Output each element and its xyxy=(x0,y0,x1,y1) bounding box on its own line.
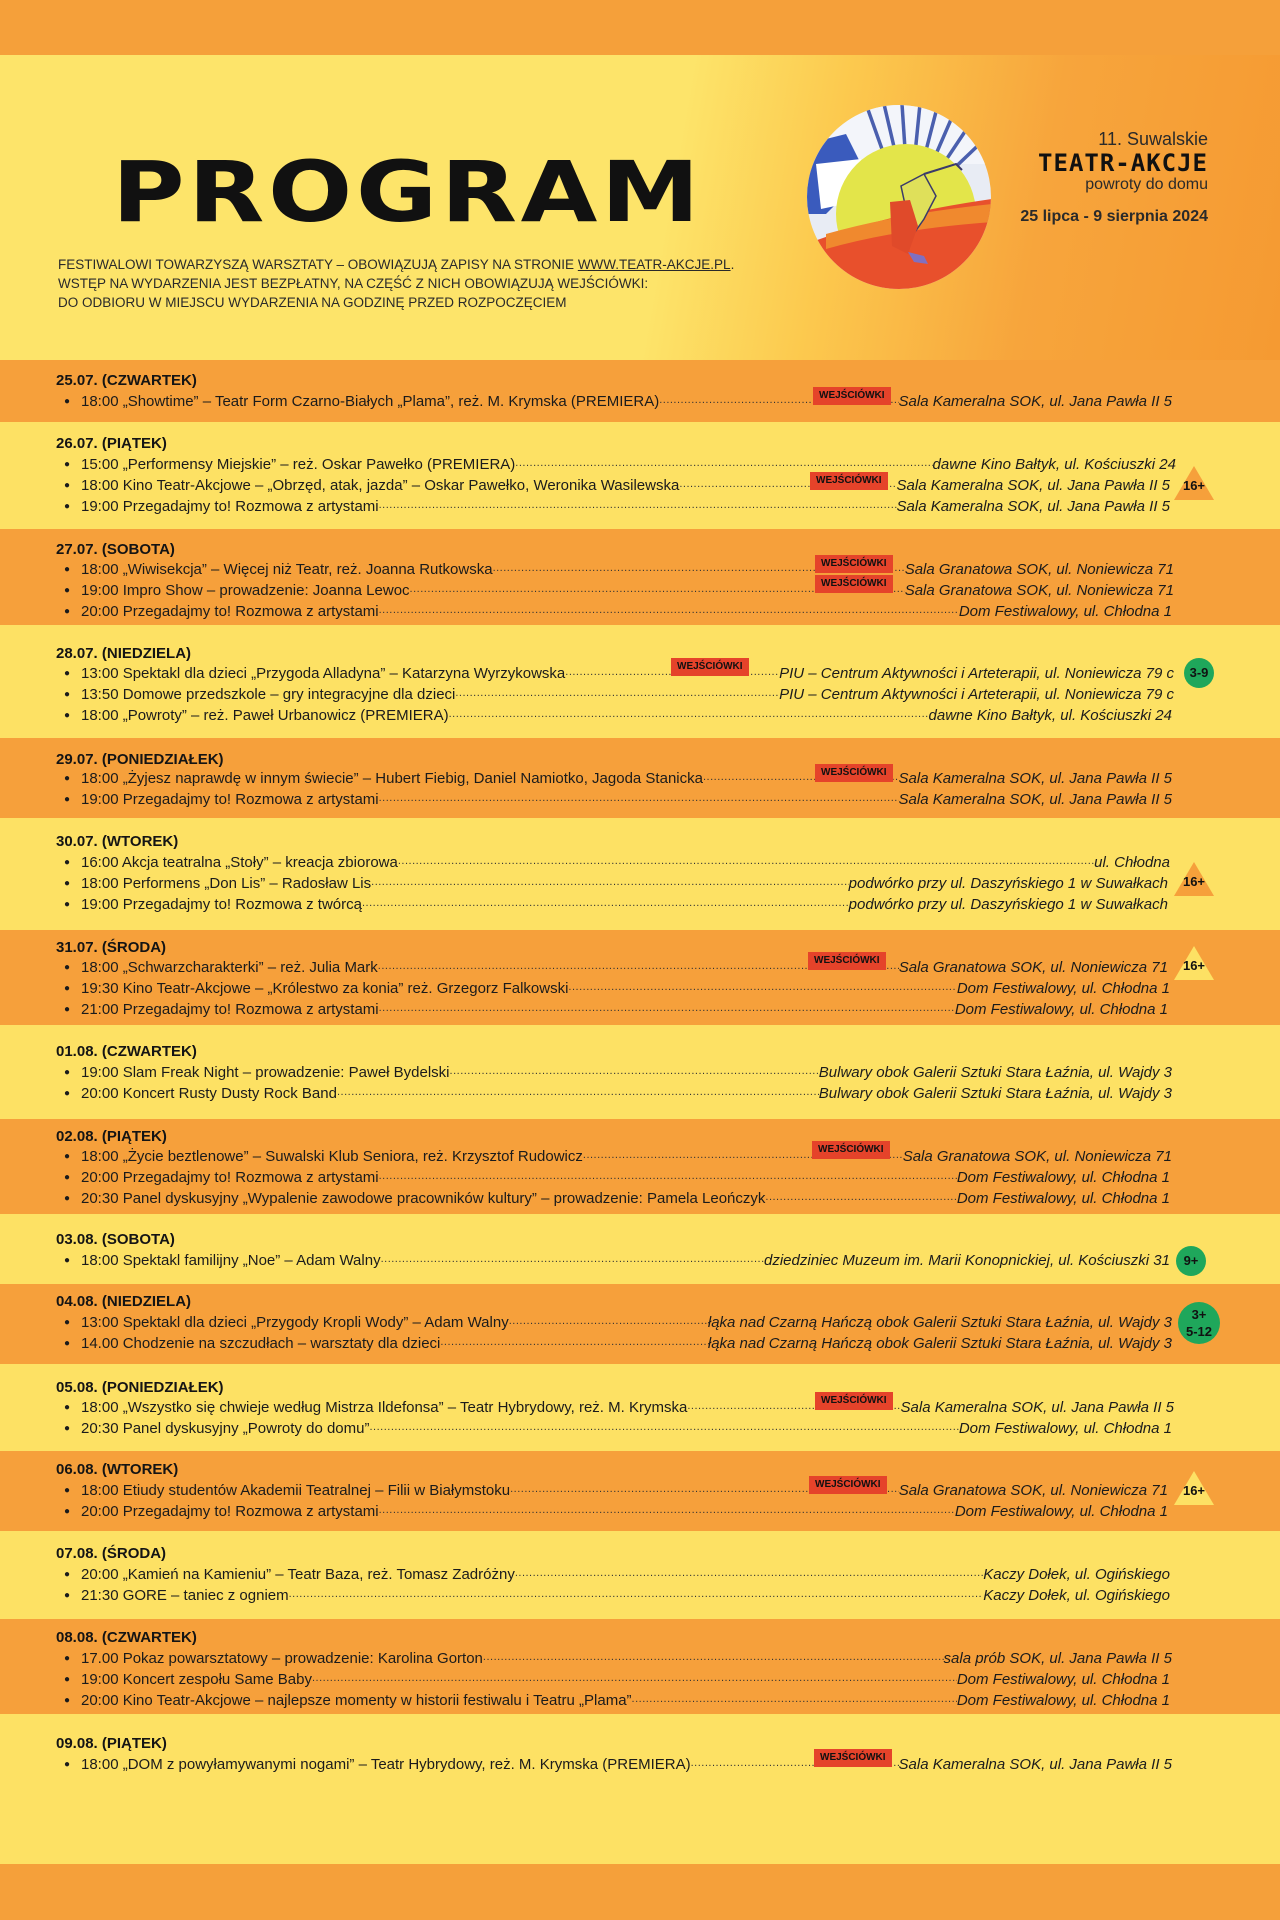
bullet: ● xyxy=(64,605,71,617)
ticket-badge: WEJŚCIÓWKI xyxy=(671,658,749,676)
day-section xyxy=(0,930,1280,1025)
bullet: ● xyxy=(64,1401,71,1413)
event-row xyxy=(64,454,1176,474)
event-text: 17.00 Pokaz powarsztatowy – prowadzenie: Karolina Gorton xyxy=(81,1649,483,1667)
event-row xyxy=(64,1062,1172,1082)
event-row xyxy=(64,1754,1172,1774)
dot-leader xyxy=(455,687,779,699)
bullet: ● xyxy=(64,1254,71,1266)
bullet: ● xyxy=(64,458,71,470)
age-rating: 16+ xyxy=(1182,958,1206,973)
event-row xyxy=(64,1418,1172,1438)
event-text: 18:00 „Schwarzcharakterki” – reż. Julia Mark xyxy=(81,958,378,976)
dot-leader xyxy=(379,1170,957,1182)
dot-leader xyxy=(371,876,849,888)
event-location: ul. Chłodna xyxy=(1094,853,1170,871)
event-location: Dom Festiwalowy, ul. Chłodna 1 xyxy=(958,1419,1172,1437)
festival-info xyxy=(1020,128,1208,226)
ticket-badge: WEJŚCIÓWKI xyxy=(815,555,893,573)
day-title: 25.07. (CZWARTEK) xyxy=(56,372,197,389)
event-location: PIU – Centrum Aktywności i Arteterapii, ul. Noniewicza 79 c xyxy=(779,664,1174,682)
event-row xyxy=(64,559,1174,579)
event-row xyxy=(64,873,1168,893)
event-text: 20:00 Przegadajmy to! Rozmowa z artystami xyxy=(81,1168,379,1186)
bullet: ● xyxy=(64,563,71,575)
dot-leader xyxy=(765,1191,956,1203)
event-location: Dom Festiwalowy, ul. Chłodna 1 xyxy=(954,1502,1168,1520)
age-rating: 16+ xyxy=(1182,874,1206,889)
day-title: 07.08. (ŚRODA) xyxy=(56,1545,167,1562)
dot-leader xyxy=(362,897,849,909)
age-rating: 16+ xyxy=(1182,1483,1206,1498)
event-row xyxy=(64,601,1172,621)
day-title: 03.08. (SOBOTA) xyxy=(56,1231,175,1248)
day-title: 09.08. (PIĄTEK) xyxy=(56,1735,167,1752)
day-title: 01.08. (CZWARTEK) xyxy=(56,1043,197,1060)
event-row xyxy=(64,1564,1170,1584)
event-text: 20:00 Kino Teatr-Akcjowe – najlepsze momenty w historii festiwalu i Teatru „Plama” xyxy=(81,1691,632,1709)
event-location: Dom Festiwalowy, ul. Chłodna 1 xyxy=(954,1000,1168,1018)
event-location: Bulwary obok Galerii Sztuki Stara Łaźnia, ul. Wajdy 3 xyxy=(818,1063,1172,1081)
event-text: 19:00 Impro Show – prowadzenie: Joanna Lewoc xyxy=(81,581,410,599)
event-row xyxy=(64,978,1170,998)
ticket-badge: WEJŚCIÓWKI xyxy=(812,1141,890,1159)
page-title: PROGRAM xyxy=(112,143,704,241)
day-title: 04.08. (NIEDZIELA) xyxy=(56,1293,192,1310)
info-note-text: FESTIWALOWI TOWARZYSZĄ WARSZTATY – OBOWIĄZUJĄ ZAPISY NA STRONIE xyxy=(58,257,578,272)
event-text: 18:00 Kino Teatr-Akcjowe – „Obrzęd, atak, jazda” – Oskar Pawełko, Weronika Wasilewska xyxy=(81,476,680,494)
event-location: Sala Granatowa SOK, ul. Noniewicza 71 xyxy=(902,1147,1172,1165)
bullet: ● xyxy=(64,961,71,973)
event-location: łąka nad Czarną Hańczą obok Galerii Sztuki Stara Łaźnia, ul. Wajdy 3 xyxy=(707,1334,1172,1352)
day-section xyxy=(0,1025,1280,1119)
event-row xyxy=(64,475,1170,495)
bullet: ● xyxy=(64,1652,71,1664)
event-location: Sala Granatowa SOK, ul. Noniewicza 71 xyxy=(904,581,1174,599)
ticket-badge: WEJŚCIÓWKI xyxy=(810,472,888,490)
bullet: ● xyxy=(64,667,71,679)
event-row xyxy=(64,1690,1170,1710)
event-location: Kaczy Dołek, ul. Ogińskiego xyxy=(983,1565,1170,1583)
bullet: ● xyxy=(64,856,71,868)
day-section xyxy=(0,1531,1280,1619)
event-location: Sala Granatowa SOK, ul. Noniewicza 71 xyxy=(898,1481,1168,1499)
event-location: Sala Kameralna SOK, ul. Jana Pawła II 5 xyxy=(896,476,1170,494)
day-section xyxy=(0,1714,1280,1864)
event-row xyxy=(64,999,1168,1019)
festival-subtitle: powroty do domu xyxy=(1085,176,1208,193)
day-section xyxy=(0,422,1280,529)
dot-leader xyxy=(509,1315,708,1327)
event-location: Sala Kameralna SOK, ul. Jana Pawła II 5 xyxy=(898,769,1172,787)
event-text: 18:00 „Żyjesz naprawdę w innym świecie” – Hubert Fiebig, Daniel Namiotko, Jagoda Stanicka xyxy=(81,769,703,787)
event-location: Dom Festiwalowy, ul. Chłodna 1 xyxy=(956,979,1170,997)
ticket-badge: WEJŚCIÓWKI xyxy=(808,952,886,970)
event-text: 21:30 GORE – taniec z ogniem xyxy=(81,1586,289,1604)
day-section xyxy=(0,529,1280,625)
event-row xyxy=(64,1167,1170,1187)
event-location: łąka nad Czarną Hańczą obok Galerii Sztuki Stara Łaźnia, ul. Wajdy 3 xyxy=(707,1313,1172,1331)
event-text: 18:00 „Showtime” – Teatr Form Czarno-Białych „Plama”, reż. M. Krymska (PREMIERA) xyxy=(81,392,660,410)
bullet: ● xyxy=(64,584,71,596)
event-row xyxy=(64,580,1174,600)
festival-name: TEATR-AKCJE xyxy=(1038,149,1208,177)
event-text: 18:00 „Powroty” – reż. Paweł Urbanowicz (PREMIERA) xyxy=(81,706,449,724)
age-rating-circle: 9+ xyxy=(1176,1246,1206,1276)
event-row xyxy=(64,684,1174,704)
event-location: Dom Festiwalowy, ul. Chłodna 1 xyxy=(956,1691,1170,1709)
bullet: ● xyxy=(64,1337,71,1349)
event-row xyxy=(64,768,1172,788)
day-section xyxy=(0,1119,1280,1214)
event-text: 19:00 Slam Freak Night – prowadzenie: Paweł Bydelski xyxy=(81,1063,450,1081)
dot-leader xyxy=(289,1588,984,1600)
dot-leader xyxy=(515,457,932,469)
event-row xyxy=(64,391,1172,411)
event-text: 20:30 Panel dyskusyjny „Wypalenie zawodowe pracowników kultury” – prowadzenie: Pamela Leończyk xyxy=(81,1189,766,1207)
dot-leader xyxy=(515,1567,983,1579)
bullet: ● xyxy=(64,395,71,407)
event-row xyxy=(64,1188,1170,1208)
event-row xyxy=(64,1501,1168,1521)
bullet: ● xyxy=(64,1673,71,1685)
age-rating-circle xyxy=(1178,1302,1220,1344)
bullet: ● xyxy=(64,1316,71,1328)
event-row xyxy=(64,663,1174,683)
bullet: ● xyxy=(64,479,71,491)
event-text: 18:00 „Życie beztlenowe” – Suwalski Klub Seniora, reż. Krzysztof Rudowicz xyxy=(81,1147,583,1165)
event-row xyxy=(64,1333,1172,1353)
event-row xyxy=(64,789,1172,809)
event-row xyxy=(64,1083,1172,1103)
event-row xyxy=(64,705,1172,725)
day-title: 30.07. (WTOREK) xyxy=(56,833,179,850)
day-title: 06.08. (WTOREK) xyxy=(56,1461,179,1478)
day-title: 02.08. (PIĄTEK) xyxy=(56,1128,167,1145)
day-section xyxy=(0,360,1280,422)
age-rating-circle: 3-9 xyxy=(1184,658,1214,688)
event-text: 18:00 „Wszystko się chwieje według Mistrza Ildefonsa” – Teatr Hybrydowy, reż. M. Krymska xyxy=(81,1398,688,1416)
day-section xyxy=(0,818,1280,930)
event-row xyxy=(64,1648,1172,1668)
event-text: 20:00 „Kamień na Kamieniu” – Teatr Baza, reż. Tomasz Zadróżny xyxy=(81,1565,515,1583)
bullet: ● xyxy=(64,793,71,805)
day-section xyxy=(0,1619,1280,1714)
age-rating: 16+ xyxy=(1182,478,1206,493)
event-text: 18:00 Etiudy studentów Akademii Teatralnej – Filii w Białymstoku xyxy=(81,1481,511,1499)
bullet: ● xyxy=(64,1484,71,1496)
event-row xyxy=(64,1250,1170,1270)
info-note-line2: WSTĘP NA WYDARZENIA JEST BEZPŁATNY, NA CZĘŚĆ Z NICH OBOWIĄZUJĄ WEJŚCIÓWKI: xyxy=(58,276,649,291)
event-text: 18:00 Performens „Don Lis” – Radosław Lis xyxy=(81,874,372,892)
event-row xyxy=(64,1397,1174,1417)
day-title: 26.07. (PIĄTEK) xyxy=(56,435,167,452)
day-title: 08.08. (CZWARTEK) xyxy=(56,1629,197,1646)
info-note-line3: DO ODBIORU W MIEJSCU WYDARZENIA NA GODZINĘ PRZED ROZPOCZĘCIEM xyxy=(58,295,567,310)
bullet: ● xyxy=(64,1589,71,1601)
info-note-end: . xyxy=(730,257,735,272)
event-text: 19:00 Koncert zespołu Same Baby xyxy=(81,1670,312,1688)
event-text: 20:00 Przegadajmy to! Rozmowa z artystami xyxy=(81,602,379,620)
event-location: Sala Kameralna SOK, ul. Jana Pawła II 5 xyxy=(898,392,1172,410)
event-text: 18:00 „DOM z powyłamywanymi nogami” – Teatr Hybrydowy, reż. M. Krymska (PREMIERA) xyxy=(81,1755,691,1773)
day-section xyxy=(0,625,1280,738)
festival-dates: 25 lipca - 9 sierpnia 2024 xyxy=(1020,208,1208,225)
event-text: 19:00 Przegadajmy to! Rozmowa z artystami xyxy=(81,790,379,808)
dot-leader xyxy=(398,855,1094,867)
day-section xyxy=(0,1364,1280,1451)
age-rating-triangle xyxy=(1172,860,1216,898)
event-location: Sala Kameralna SOK, ul. Jana Pawła II 5 xyxy=(898,790,1172,808)
ticket-badge: WEJŚCIÓWKI xyxy=(814,1749,892,1767)
event-location: Sala Kameralna SOK, ul. Jana Pawła II 5 xyxy=(896,497,1170,515)
event-location: Sala Granatowa SOK, ul. Noniewicza 71 xyxy=(904,560,1174,578)
event-text: 20:00 Koncert Rusty Dusty Rock Band xyxy=(81,1084,337,1102)
day-section xyxy=(0,738,1280,818)
event-text: 20:30 Panel dyskusyjny „Powroty do domu” xyxy=(81,1419,370,1437)
event-row xyxy=(64,1146,1172,1166)
day-section xyxy=(0,1284,1280,1364)
event-row xyxy=(64,894,1168,914)
dot-leader xyxy=(381,1253,764,1265)
day-section xyxy=(0,1214,1280,1284)
event-text: 13:00 Spektakl dla dzieci „Przygoda Alladyna” – Katarzyna Wyrzykowska xyxy=(81,664,566,682)
bullet: ● xyxy=(64,898,71,910)
age-rating: 5-12 xyxy=(1185,1324,1213,1339)
dot-leader xyxy=(379,1504,955,1516)
bullet: ● xyxy=(64,1171,71,1183)
event-location: Bulwary obok Galerii Sztuki Stara Łaźnia, ul. Wajdy 3 xyxy=(818,1084,1172,1102)
event-location: Dom Festiwalowy, ul. Chłodna 1 xyxy=(956,1189,1170,1207)
event-location: dawne Kino Bałtyk, ul. Kościuszki 24 xyxy=(932,455,1176,473)
ticket-badge: WEJŚCIÓWKI xyxy=(815,575,893,593)
event-text: 13:50 Domowe przedszkole – gry integracyjne dla dzieci xyxy=(81,685,456,703)
ticket-badge: WEJŚCIÓWKI xyxy=(815,764,893,782)
day-title: 27.07. (SOBOTA) xyxy=(56,541,175,558)
festival-edition: 11. Suwalskie xyxy=(1098,129,1208,149)
dot-leader xyxy=(450,1065,819,1077)
event-location: Dom Festiwalowy, ul. Chłodna 1 xyxy=(958,602,1172,620)
dot-leader xyxy=(379,604,959,616)
day-title: 05.08. (PONIEDZIAŁEK) xyxy=(56,1379,224,1396)
bullet: ● xyxy=(64,1192,71,1204)
event-text: 21:00 Przegadajmy to! Rozmowa z artystami xyxy=(81,1000,379,1018)
bullet: ● xyxy=(64,709,71,721)
dot-leader xyxy=(337,1086,819,1098)
event-location: dziedziniec Muzeum im. Marii Konopnickiej, ul. Kościuszki 31 xyxy=(764,1251,1170,1269)
dot-leader xyxy=(632,1693,957,1705)
event-text: 15:00 „Performensy Miejskie” – reż. Oskar Pawełko (PREMIERA) xyxy=(81,455,516,473)
event-row xyxy=(64,496,1170,516)
festival-website-link[interactable]: WWW.TEATR-AKCJE.PL xyxy=(577,257,731,272)
age-rating-triangle xyxy=(1172,1469,1216,1507)
event-location: dawne Kino Bałtyk, ul. Kościuszki 24 xyxy=(928,706,1172,724)
dot-leader xyxy=(379,499,897,511)
age-rating-triangle xyxy=(1172,944,1216,982)
event-location: podwórko przy ul. Daszyńskiego 1 w Suwałkach xyxy=(848,874,1168,892)
event-text: 16:00 Akcja teatralna „Stoły” – kreacja zbiorowa xyxy=(81,853,398,871)
event-location: Dom Festiwalowy, ul. Chłodna 1 xyxy=(956,1670,1170,1688)
event-row xyxy=(64,852,1170,872)
dot-leader xyxy=(379,792,899,804)
event-location: Sala Granatowa SOK, ul. Noniewicza 71 xyxy=(898,958,1168,976)
bullet: ● xyxy=(64,1758,71,1770)
dot-leader xyxy=(369,1421,958,1433)
age-rating-triangle xyxy=(1172,464,1216,502)
event-text: 14.00 Chodzenie na szczudłach – warsztaty dla dzieci xyxy=(81,1334,441,1352)
festival-logo xyxy=(806,104,992,290)
day-title: 29.07. (PONIEDZIAŁEK) xyxy=(56,751,224,768)
event-location: Sala Kameralna SOK, ul. Jana Pawła II 5 xyxy=(898,1755,1172,1773)
event-text: 18:00 „Wiwisekcja” – Więcej niż Teatr, reż. Joanna Rutkowska xyxy=(81,560,493,578)
bullet: ● xyxy=(64,500,71,512)
bullet: ● xyxy=(64,877,71,889)
event-text: 20:00 Przegadajmy to! Rozmowa z artystami xyxy=(81,1502,379,1520)
bullet: ● xyxy=(64,772,71,784)
event-row xyxy=(64,1480,1168,1500)
event-location: sala prób SOK, ul. Jana Pawła II 5 xyxy=(943,1649,1172,1667)
event-text: 19:00 Przegadajmy to! Rozmowa z twórcą xyxy=(81,895,362,913)
event-location: podwórko przy ul. Daszyńskiego 1 w Suwałkach xyxy=(848,895,1168,913)
bullet: ● xyxy=(64,1422,71,1434)
dot-leader xyxy=(449,708,929,720)
dot-leader xyxy=(483,1651,944,1663)
bullet: ● xyxy=(64,1505,71,1517)
dot-leader xyxy=(440,1336,707,1348)
day-title: 28.07. (NIEDZIELA) xyxy=(56,645,192,662)
bullet: ● xyxy=(64,982,71,994)
event-row xyxy=(64,1585,1170,1605)
day-title: 31.07. (ŚRODA) xyxy=(56,939,167,956)
event-text: 19:30 Kino Teatr-Akcjowe – „Królestwo za konia” reż. Grzegorz Falkowski xyxy=(81,979,569,997)
ticket-badge: WEJŚCIÓWKI xyxy=(809,1476,887,1494)
info-note-line1 xyxy=(58,256,734,274)
bullet: ● xyxy=(64,1150,71,1162)
bullet: ● xyxy=(64,1694,71,1706)
day-section xyxy=(0,1451,1280,1531)
dot-leader xyxy=(568,981,956,993)
dot-leader xyxy=(312,1672,957,1684)
bullet: ● xyxy=(64,1568,71,1580)
ticket-badge: WEJŚCIÓWKI xyxy=(815,1392,893,1410)
event-location: Kaczy Dołek, ul. Ogińskiego xyxy=(983,1586,1170,1604)
bullet: ● xyxy=(64,1087,71,1099)
event-location: Sala Kameralna SOK, ul. Jana Pawła II 5 xyxy=(900,1398,1174,1416)
bullet: ● xyxy=(64,1066,71,1078)
event-row xyxy=(64,957,1168,977)
event-location: Dom Festiwalowy, ul. Chłodna 1 xyxy=(956,1168,1170,1186)
dot-leader xyxy=(379,1002,955,1014)
ticket-badge: WEJŚCIÓWKI xyxy=(813,387,891,405)
event-text: 18:00 Spektakl familijny „Noe” – Adam Walny xyxy=(81,1251,381,1269)
event-row xyxy=(64,1312,1172,1332)
age-rating: 3+ xyxy=(1191,1307,1207,1322)
event-location: PIU – Centrum Aktywności i Arteterapii, ul. Noniewicza 79 c xyxy=(779,685,1174,703)
bullet: ● xyxy=(64,688,71,700)
bullet: ● xyxy=(64,1003,71,1015)
event-row xyxy=(64,1669,1170,1689)
event-text: 13:00 Spektakl dla dzieci „Przygody Kropli Wody” – Adam Walny xyxy=(81,1313,509,1331)
event-text: 19:00 Przegadajmy to! Rozmowa z artystami xyxy=(81,497,379,515)
